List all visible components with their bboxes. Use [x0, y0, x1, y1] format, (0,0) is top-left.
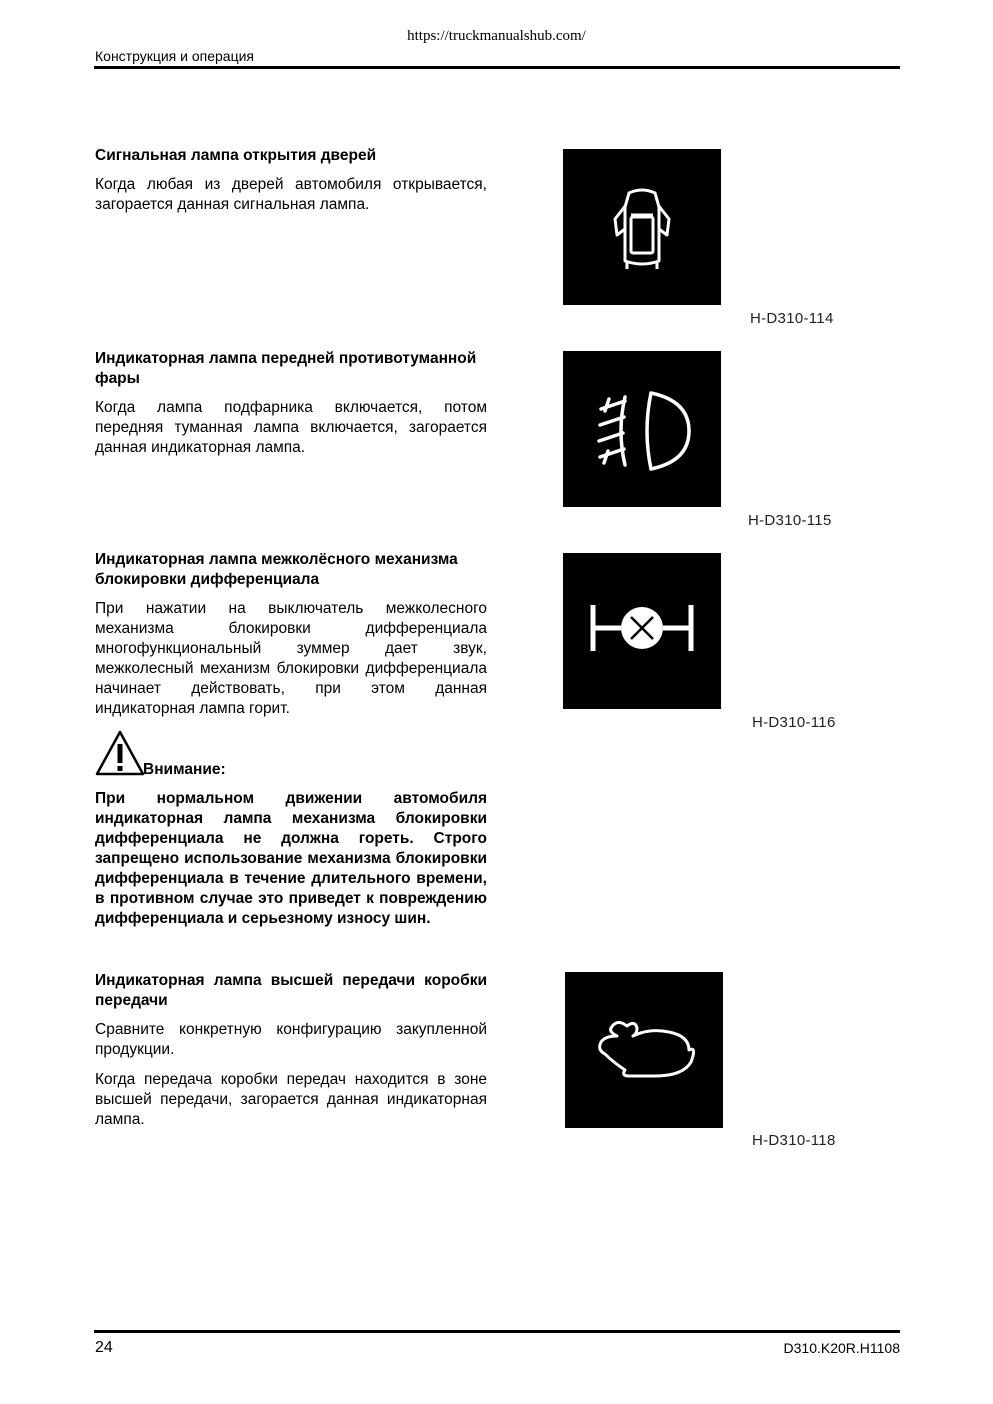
- fog-lamp-caption: H-D310-115: [748, 512, 832, 529]
- high-gear-section: [95, 971, 487, 1140]
- document-code: D310.K20R.H1108: [783, 1340, 900, 1356]
- rabbit-icon: [565, 972, 723, 1128]
- door-open-icon: [563, 149, 721, 305]
- high-gear-text-2: Когда передача коробки передач находится в зоне высшей передачи, загорается данная индикаторная лампа.: [95, 1071, 487, 1128]
- warning-label: Внимание:: [143, 761, 226, 778]
- footer-rule: [94, 1330, 900, 1333]
- diff-lock-caption: H-D310-116: [752, 714, 836, 731]
- diff-lock-title: Индикаторная лампа межколёсного механизма блокировки дифференциала: [95, 551, 458, 588]
- door-lamp-section: [95, 146, 487, 225]
- header-rule: [94, 66, 900, 69]
- warning-header: [95, 730, 487, 780]
- fog-lamp-section: [95, 349, 487, 468]
- high-gear-text-1: Сравните конкретную конфигурацию закупленной продукции.: [95, 1021, 487, 1058]
- door-lamp-title: Сигнальная лампа открытия дверей: [95, 147, 377, 164]
- fog-lamp-text: Когда лампа подфарника включается, потом передняя туманная лампа включается, загорается данная индикаторная лампа.: [95, 399, 487, 456]
- door-lamp-text: Когда любая из дверей автомобиля открывается, загорается данная сигнальная лампа.: [95, 176, 487, 213]
- door-lamp-caption: H-D310-114: [750, 310, 834, 327]
- high-gear-title: Индикаторная лампа высшей передачи коробки передачи: [95, 972, 487, 1009]
- source-url: https://truckmanualshub.com/: [407, 28, 586, 44]
- diff-lock-text: При нажатии на выключатель межколесного механизма блокировки дифференциала многофункциональный зуммер дает звук, межколесный механизм блокировки дифференциала начинает действовать, при этом данная индикаторная лампа горит.: [95, 600, 487, 717]
- warning-text: При нормальном движении автомобиля индикаторная лампа механизма блокировки дифференциала не должна гореть. Строго запрещено использование механизма блокировки дифференциала в течение длительного времени, в противном случае это приведет к повреждению дифференциала и серьезному износу шин.: [95, 790, 487, 927]
- warning-triangle-icon: [95, 730, 145, 776]
- section-title: Конструкция и операция: [95, 48, 255, 64]
- high-gear-caption: H-D310-118: [752, 1132, 836, 1149]
- fog-lamp-title: Индикаторная лампа передней противотуманной фары: [95, 350, 477, 387]
- differential-lock-icon: [563, 553, 721, 709]
- page-number: 24: [95, 1339, 113, 1356]
- diff-lock-section: [95, 550, 487, 729]
- front-fog-lamp-icon: [563, 351, 721, 507]
